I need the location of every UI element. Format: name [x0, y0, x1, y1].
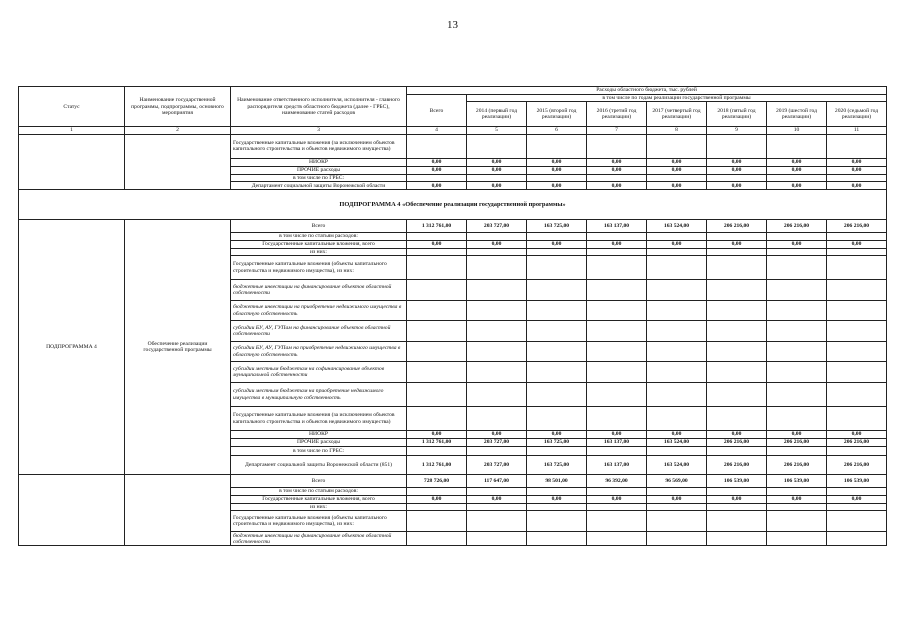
value-cell: 0,00: [767, 182, 827, 190]
value-cell: 0,00: [767, 496, 827, 504]
row-label: субсидии БУ, АУ, ГУПам на финансирование объектов областной собственности: [231, 321, 407, 342]
value-cell: [707, 362, 767, 383]
column-number: 7: [587, 127, 647, 134]
value-cell: 117 647,00: [467, 475, 527, 488]
value-cell: 163 137,00: [587, 456, 647, 475]
value-cell: [407, 174, 467, 181]
value-cell: 163 725,00: [527, 439, 587, 447]
value-cell: [827, 447, 887, 456]
value-cell: [587, 248, 647, 255]
value-cell: 106 539,00: [767, 475, 827, 488]
value-cell: [767, 447, 827, 456]
value-cell: [587, 447, 647, 456]
value-cell: [467, 233, 527, 240]
value-cell: 0,00: [587, 431, 647, 439]
value-cell: [407, 511, 467, 532]
value-cell: [707, 321, 767, 342]
value-cell: [707, 134, 767, 158]
value-cell: [767, 504, 827, 511]
value-cell: [827, 342, 887, 362]
value-cell: [647, 280, 707, 301]
value-cell: 203 727,00: [467, 456, 527, 475]
header-by-years: в том числе по годам реализации государственной программы: [467, 95, 887, 102]
value-cell: [527, 280, 587, 301]
value-cell: [767, 134, 827, 158]
value-cell: 0,00: [527, 431, 587, 439]
value-cell: 0,00: [827, 240, 887, 248]
value-cell: [407, 301, 467, 321]
value-cell: 0,00: [767, 166, 827, 174]
value-cell: [407, 504, 467, 511]
value-cell: [707, 383, 767, 407]
value-cell: [827, 511, 887, 532]
page-number: 13: [447, 19, 458, 31]
value-cell: [527, 248, 587, 255]
value-cell: [647, 532, 707, 546]
value-cell: 0,00: [827, 182, 887, 190]
value-cell: [467, 256, 527, 280]
value-cell: 0,00: [767, 158, 827, 166]
value-cell: [407, 321, 467, 342]
value-cell: 163 137,00: [587, 220, 647, 233]
value-cell: [647, 256, 707, 280]
header-executor: Наименование ответственного исполнителя, исполнителя - главного распорядителя средств областного бюджета (далее - ГРБС), наименование статей расходов: [231, 87, 407, 127]
value-cell: [827, 256, 887, 280]
value-cell: [467, 532, 527, 546]
column-number: 2: [125, 127, 231, 134]
value-cell: [707, 280, 767, 301]
value-cell: 206 216,00: [707, 220, 767, 233]
value-cell: [647, 447, 707, 456]
value-cell: 206 216,00: [767, 220, 827, 233]
value-cell: [587, 511, 647, 532]
value-cell: [467, 511, 527, 532]
column-number: 5: [467, 127, 527, 134]
value-cell: [467, 407, 527, 431]
value-cell: 163 524,00: [647, 439, 707, 447]
row-label: субсидии БУ, АУ, ГУПам на приобретение недвижимого имущества в областную собственность: [231, 342, 407, 362]
value-cell: 0,00: [527, 182, 587, 190]
value-cell: [587, 134, 647, 158]
value-cell: 0,00: [827, 496, 887, 504]
status-cell: [19, 134, 125, 189]
column-number: 10: [767, 127, 827, 134]
row-label: Всего: [231, 475, 407, 488]
value-cell: 0,00: [587, 182, 647, 190]
row-label: НИОКР: [231, 431, 407, 439]
row-label: в том числе по статьям расходов:: [231, 488, 407, 496]
header-year: 2014 (первый год реализации): [467, 102, 527, 127]
value-cell: 0,00: [707, 182, 767, 190]
header-year: 2020 (седьмой год реализации): [827, 102, 887, 127]
value-cell: 163 725,00: [527, 220, 587, 233]
value-cell: [527, 383, 587, 407]
value-cell: [527, 532, 587, 546]
value-cell: 0,00: [647, 496, 707, 504]
budget-table: [18, 86, 887, 546]
value-cell: [647, 511, 707, 532]
value-cell: [647, 383, 707, 407]
value-cell: [407, 407, 467, 431]
value-cell: [767, 248, 827, 255]
value-cell: [527, 511, 587, 532]
value-cell: [407, 342, 467, 362]
value-cell: 206 216,00: [827, 439, 887, 447]
value-cell: [767, 383, 827, 407]
value-cell: 0,00: [827, 158, 887, 166]
row-label: Государственные капитальные вложения (объекты капитального строительства и недвижимого имущества), из них:: [231, 511, 407, 532]
value-cell: 0,00: [647, 158, 707, 166]
value-cell: 0,00: [407, 431, 467, 439]
value-cell: 0,00: [827, 431, 887, 439]
row-label: Государственные капитальные вложения (объекты капитального строительства и недвижимого имущества), из них:: [231, 256, 407, 280]
row-label: Департамент социальной защиты Воронежской области: [231, 182, 407, 190]
subprogram-banner: ПОДПРОГРАММА 4 «Обеспечение реализации государственной программы»: [19, 190, 887, 220]
value-cell: [707, 447, 767, 456]
value-cell: [467, 383, 527, 407]
value-cell: 0,00: [467, 240, 527, 248]
value-cell: 206 216,00: [767, 456, 827, 475]
row-label: из них:: [231, 248, 407, 255]
value-cell: [707, 233, 767, 240]
value-cell: 106 539,00: [827, 475, 887, 488]
value-cell: 203 727,00: [467, 220, 527, 233]
value-cell: [527, 134, 587, 158]
value-cell: [467, 447, 527, 456]
row-label: Государственные капитальные вложения (за исключением объектов капитального строительства и объектов недвижимого имущества): [231, 407, 407, 431]
value-cell: [827, 233, 887, 240]
value-cell: [407, 447, 467, 456]
value-cell: 96 569,00: [647, 475, 707, 488]
value-cell: [407, 248, 467, 255]
value-cell: [707, 301, 767, 321]
row-label: НИОКР: [231, 158, 407, 166]
value-cell: [527, 447, 587, 456]
value-cell: [647, 407, 707, 431]
value-cell: 0,00: [647, 431, 707, 439]
value-cell: [647, 362, 707, 383]
status-cell: [19, 475, 125, 546]
row-label: бюджетные инвестиции на финансирование объектов областной собственности: [231, 532, 407, 546]
value-cell: [527, 174, 587, 181]
row-label: субсидии местным бюджетам на софинансирование объектов муниципальной собственности: [231, 362, 407, 383]
value-cell: [587, 362, 647, 383]
value-cell: [767, 407, 827, 431]
value-cell: [707, 488, 767, 496]
value-cell: [467, 504, 527, 511]
value-cell: [767, 321, 827, 342]
value-cell: [527, 256, 587, 280]
value-cell: [467, 134, 527, 158]
value-cell: 206 216,00: [827, 220, 887, 233]
value-cell: [587, 532, 647, 546]
value-cell: [767, 488, 827, 496]
value-cell: [767, 362, 827, 383]
value-cell: [587, 407, 647, 431]
value-cell: [707, 532, 767, 546]
value-cell: 0,00: [407, 158, 467, 166]
value-cell: [587, 321, 647, 342]
value-cell: 163 524,00: [647, 220, 707, 233]
value-cell: [587, 383, 647, 407]
value-cell: [647, 134, 707, 158]
table-row: [19, 220, 887, 233]
column-numbers-row: [19, 127, 887, 134]
value-cell: [647, 504, 707, 511]
value-cell: 0,00: [467, 496, 527, 504]
row-label: в том числе по ГРБС:: [231, 447, 407, 456]
column-number: 9: [707, 127, 767, 134]
value-cell: [827, 248, 887, 255]
value-cell: 0,00: [767, 240, 827, 248]
value-cell: [647, 248, 707, 255]
value-cell: 0,00: [647, 166, 707, 174]
value-cell: [767, 511, 827, 532]
value-cell: [707, 504, 767, 511]
value-cell: [767, 256, 827, 280]
row-label: ПРОЧИЕ расходы: [231, 439, 407, 447]
table-row: [19, 134, 887, 158]
header-expenses-title: Расходы областного бюджета, тыс. рублей: [407, 87, 887, 95]
value-cell: [527, 233, 587, 240]
row-label: бюджетные инвестиции на финансирование объектов областной собственности: [231, 280, 407, 301]
program-name-cell: Обеспечение реализации государственной программы: [125, 220, 231, 475]
column-number: 4: [407, 127, 467, 134]
value-cell: 0,00: [707, 431, 767, 439]
value-cell: [767, 301, 827, 321]
row-label: в том числе по ГРБС:: [231, 174, 407, 181]
row-label: субсидии местным бюджетам на приобретение недвижимого имущества в муниципальную собственность: [231, 383, 407, 407]
value-cell: 0,00: [527, 166, 587, 174]
value-cell: [767, 342, 827, 362]
value-cell: [827, 134, 887, 158]
value-cell: [707, 256, 767, 280]
row-label: из них:: [231, 504, 407, 511]
column-number: 1: [19, 127, 125, 134]
header-row-1: [19, 87, 887, 95]
value-cell: [527, 342, 587, 362]
row-label: Государственные капитальные вложения, всего: [231, 240, 407, 248]
value-cell: [527, 321, 587, 342]
subprogram-banner-row: [19, 190, 887, 220]
value-cell: [407, 233, 467, 240]
value-cell: 0,00: [707, 158, 767, 166]
value-cell: [647, 174, 707, 181]
value-cell: [647, 233, 707, 240]
value-cell: 0,00: [467, 431, 527, 439]
header-program-name: Наименование государственной программы, подпрограммы, основного мероприятия: [125, 87, 231, 127]
value-cell: 163 524,00: [647, 456, 707, 475]
value-cell: [527, 504, 587, 511]
value-cell: [647, 301, 707, 321]
value-cell: [767, 532, 827, 546]
value-cell: 206 216,00: [707, 456, 767, 475]
value-cell: [767, 233, 827, 240]
value-cell: [647, 488, 707, 496]
row-label: ПРОЧИЕ расходы: [231, 166, 407, 174]
value-cell: [407, 256, 467, 280]
value-cell: 163 137,00: [587, 439, 647, 447]
value-cell: 106 539,00: [707, 475, 767, 488]
value-cell: [527, 301, 587, 321]
value-cell: [827, 532, 887, 546]
row-label: бюджетные инвестиции на приобретение недвижимого имущества в областную собственность: [231, 301, 407, 321]
row-label: в том числе по статьям расходов:: [231, 233, 407, 240]
column-number: 11: [827, 127, 887, 134]
header-total: Всего: [407, 95, 467, 127]
header-year: 2019 (шестой год реализации): [767, 102, 827, 127]
header-year: 2015 (второй год реализации): [527, 102, 587, 127]
value-cell: 0,00: [707, 240, 767, 248]
value-cell: 1 312 761,00: [407, 439, 467, 447]
value-cell: [767, 280, 827, 301]
value-cell: [707, 248, 767, 255]
header-status: Статус: [19, 87, 125, 127]
value-cell: 0,00: [587, 166, 647, 174]
value-cell: [647, 342, 707, 362]
value-cell: [767, 174, 827, 181]
value-cell: [467, 301, 527, 321]
value-cell: [707, 174, 767, 181]
value-cell: 0,00: [467, 182, 527, 190]
value-cell: 0,00: [707, 166, 767, 174]
value-cell: 206 216,00: [707, 439, 767, 447]
value-cell: 163 725,00: [527, 456, 587, 475]
value-cell: [467, 280, 527, 301]
value-cell: [827, 174, 887, 181]
value-cell: [407, 488, 467, 496]
value-cell: 0,00: [587, 240, 647, 248]
value-cell: [467, 321, 527, 342]
value-cell: 0,00: [407, 166, 467, 174]
value-cell: [587, 174, 647, 181]
value-cell: 0,00: [587, 496, 647, 504]
value-cell: [407, 383, 467, 407]
value-cell: [827, 488, 887, 496]
value-cell: 0,00: [407, 240, 467, 248]
value-cell: 0,00: [767, 431, 827, 439]
value-cell: 0,00: [467, 158, 527, 166]
program-name-cell: [125, 134, 231, 189]
value-cell: [707, 407, 767, 431]
value-cell: [587, 280, 647, 301]
value-cell: [587, 504, 647, 511]
value-cell: 0,00: [527, 496, 587, 504]
value-cell: 0,00: [827, 166, 887, 174]
value-cell: [827, 407, 887, 431]
header-year: 2016 (третий год реализации): [587, 102, 647, 127]
column-number: 6: [527, 127, 587, 134]
value-cell: [587, 488, 647, 496]
value-cell: [467, 362, 527, 383]
column-number: 3: [231, 127, 407, 134]
row-label: Департамент социальной защиты Воронежской области (851): [231, 456, 407, 475]
row-label: Государственные капитальные вложения (за исключением объектов капитального строительства и объектов недвижимого имущества): [231, 134, 407, 158]
value-cell: 0,00: [647, 240, 707, 248]
value-cell: [647, 321, 707, 342]
value-cell: [587, 301, 647, 321]
value-cell: [587, 256, 647, 280]
header-year: 2017 (четвертый год реализации): [647, 102, 707, 127]
value-cell: [467, 342, 527, 362]
value-cell: 98 501,00: [527, 475, 587, 488]
value-cell: [587, 342, 647, 362]
value-cell: [527, 488, 587, 496]
value-cell: [527, 362, 587, 383]
value-cell: [707, 342, 767, 362]
status-cell: ПОДПРОГРАММА 4: [19, 220, 125, 475]
value-cell: [827, 362, 887, 383]
value-cell: [827, 504, 887, 511]
value-cell: [467, 174, 527, 181]
value-cell: 0,00: [707, 496, 767, 504]
value-cell: 0,00: [647, 182, 707, 190]
value-cell: 206 216,00: [827, 456, 887, 475]
value-cell: 206 216,00: [767, 439, 827, 447]
row-label: Государственные капитальные вложения, всего: [231, 496, 407, 504]
value-cell: [407, 362, 467, 383]
value-cell: [827, 280, 887, 301]
value-cell: 0,00: [407, 496, 467, 504]
value-cell: [467, 488, 527, 496]
value-cell: 0,00: [527, 240, 587, 248]
value-cell: 96 392,00: [587, 475, 647, 488]
value-cell: 0,00: [467, 166, 527, 174]
value-cell: 0,00: [587, 158, 647, 166]
value-cell: [707, 511, 767, 532]
value-cell: [467, 248, 527, 255]
value-cell: [827, 383, 887, 407]
value-cell: [407, 280, 467, 301]
program-name-cell: [125, 475, 231, 546]
row-label: Всего: [231, 220, 407, 233]
column-number: 8: [647, 127, 707, 134]
value-cell: 1 312 761,00: [407, 456, 467, 475]
value-cell: 1 312 761,00: [407, 220, 467, 233]
header-year: 2018 (пятый год реализации): [707, 102, 767, 127]
value-cell: 0,00: [527, 158, 587, 166]
value-cell: 728 726,00: [407, 475, 467, 488]
table-body: [19, 87, 887, 546]
value-cell: [407, 532, 467, 546]
value-cell: [407, 134, 467, 158]
value-cell: [827, 301, 887, 321]
value-cell: 203 727,00: [467, 439, 527, 447]
value-cell: [587, 233, 647, 240]
value-cell: 0,00: [407, 182, 467, 190]
value-cell: [827, 321, 887, 342]
table-row: [19, 475, 887, 488]
value-cell: [527, 407, 587, 431]
